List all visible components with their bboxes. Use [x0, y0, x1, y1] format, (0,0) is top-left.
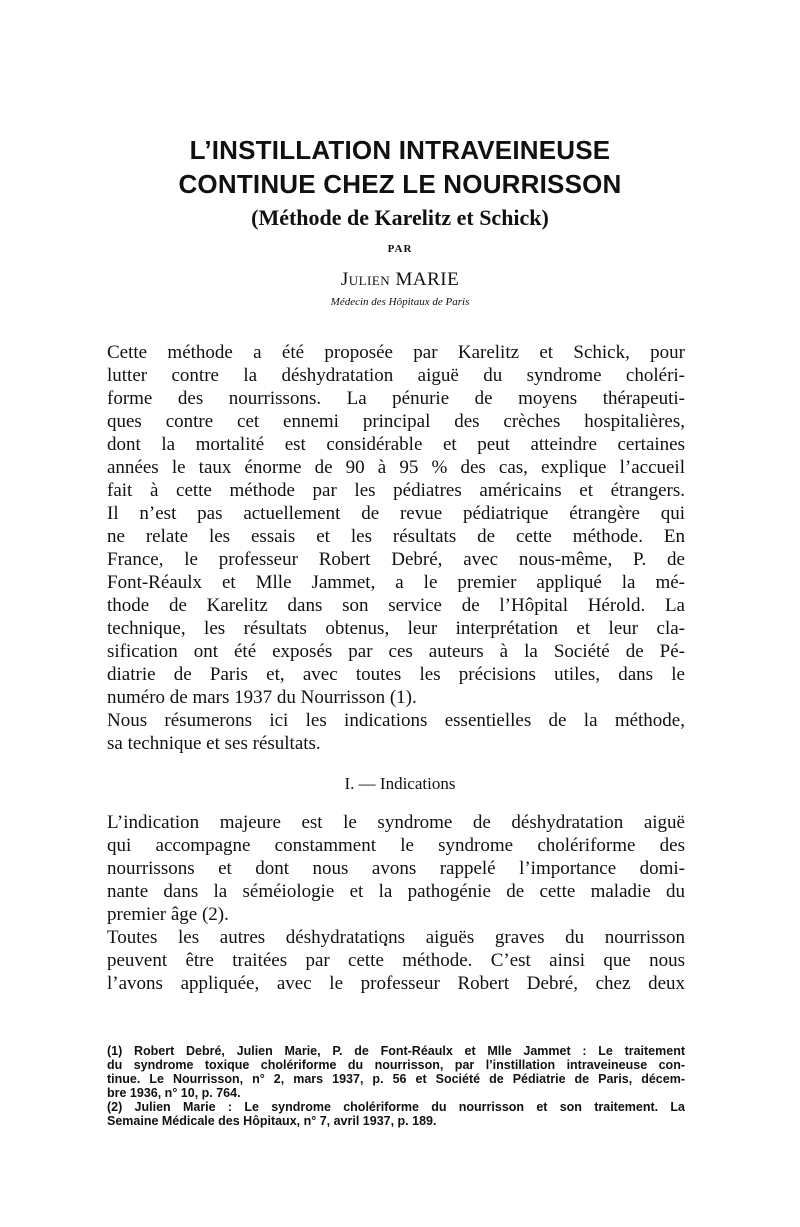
section-line: L’indication majeure est le syndrome de déshydratation aiguë	[107, 812, 685, 833]
section-line: qui accompagne constamment le syndrome cholériforme des	[107, 835, 685, 856]
title-line-2: CONTINUE CHEZ LE NOURRISSON	[178, 169, 622, 199]
body-line: Font-Réaulx et Mlle Jammet, a le premier appliqué la mé-	[107, 572, 685, 593]
footnote-line: bre 1936, n° 10, p. 764.	[107, 1086, 241, 1100]
body-line: Cette méthode a été proposée par Karelitz et Schick, pour	[107, 342, 685, 363]
body-line: technique, les résultats obtenus, leur interprétation et leur cla-	[107, 618, 685, 639]
body-line: sa technique et ses résultats.	[107, 733, 321, 754]
body-line: France, le professeur Robert Debré, avec nous-même, P. de	[107, 549, 685, 570]
section-line: nourrissons et dont nous avons rappelé l’importance domi-	[107, 858, 685, 879]
body-line: Il n’est pas actuellement de revue pédiatrique étrangère qui	[107, 503, 685, 524]
author-first-name: Julien	[340, 269, 391, 290]
footnote-line: (1) Robert Debré, Julien Marie, P. de Font-Réaulx et Mlle Jammet : Le traitement	[107, 1044, 685, 1058]
body-line: numéro de mars 1937 du Nourrisson (1).	[107, 687, 417, 708]
footnote-line: (2) Julien Marie : Le syndrome cholériforme du nourrisson et son traitement. La	[107, 1100, 685, 1114]
section-line: peuvent être traitées par cette méthode. C’est ainsi que nous	[107, 950, 685, 971]
body-line: fait à cette méthode par les pédiatres américains et étrangers.	[107, 480, 685, 501]
section-line: Toutes les autres déshydratations aiguës graves du nourrisson	[107, 927, 685, 948]
section-line: premier âge (2).	[107, 904, 229, 925]
body-line: dont la mortalité est considérable et peut atteindre certaines	[107, 434, 685, 455]
body-line: ques contre cet ennemi principal des crèches hospitalières,	[107, 411, 685, 432]
by-label: PAR	[387, 243, 413, 255]
body-line: thode de Karelitz dans son service de l’Hôpital Hérold. La	[107, 595, 685, 616]
section-line: nante dans la séméiologie et la pathogénie de cette maladie du	[107, 881, 685, 902]
body-line: années le taux énorme de 90 à 95 % des cas, explique l’accueil	[107, 457, 685, 478]
body-line: Nous résumerons ici les indications essentielles de la méthode,	[107, 710, 685, 731]
body-line: sification ont été exposés par ces auteurs à la Société de Pé-	[107, 641, 685, 662]
author-name	[0, 269, 800, 291]
footnote-line: Semaine Médicale des Hôpitaux, n° 7, avril 1937, p. 189.	[107, 1114, 437, 1128]
body-line: diatrie de Paris et, avec toutes les précisions utiles, dans le	[107, 664, 685, 685]
body-line: forme des nourrissons. La pénurie de moyens thérapeuti-	[107, 388, 685, 409]
subtitle: (Méthode de Karelitz et Schick)	[251, 205, 549, 230]
author-affiliation: Médecin des Hôpitaux de Paris	[330, 296, 470, 308]
author-last-name: MARIE	[395, 269, 460, 290]
footnote-line: tinue. Le Nourrisson, n° 2, mars 1937, p. 56 et Société de Pédiatrie de Paris, décem-	[107, 1072, 685, 1086]
body-line: ne relate les essais et les résultats de cette méthode. En	[107, 526, 685, 547]
body-line: lutter contre la déshydratation aiguë du syndrome choléri-	[107, 365, 685, 386]
footnote-line: du syndrome toxique cholériforme du nourrisson, par l’instillation intraveineuse con-	[107, 1058, 685, 1072]
section-line: l’avons appliquée, avec le professeur Robert Debré, chez deux	[107, 973, 685, 994]
title-line-1: L’INSTILLATION INTRAVEINEUSE	[189, 135, 611, 165]
section-heading: I. — Indications	[344, 774, 456, 793]
